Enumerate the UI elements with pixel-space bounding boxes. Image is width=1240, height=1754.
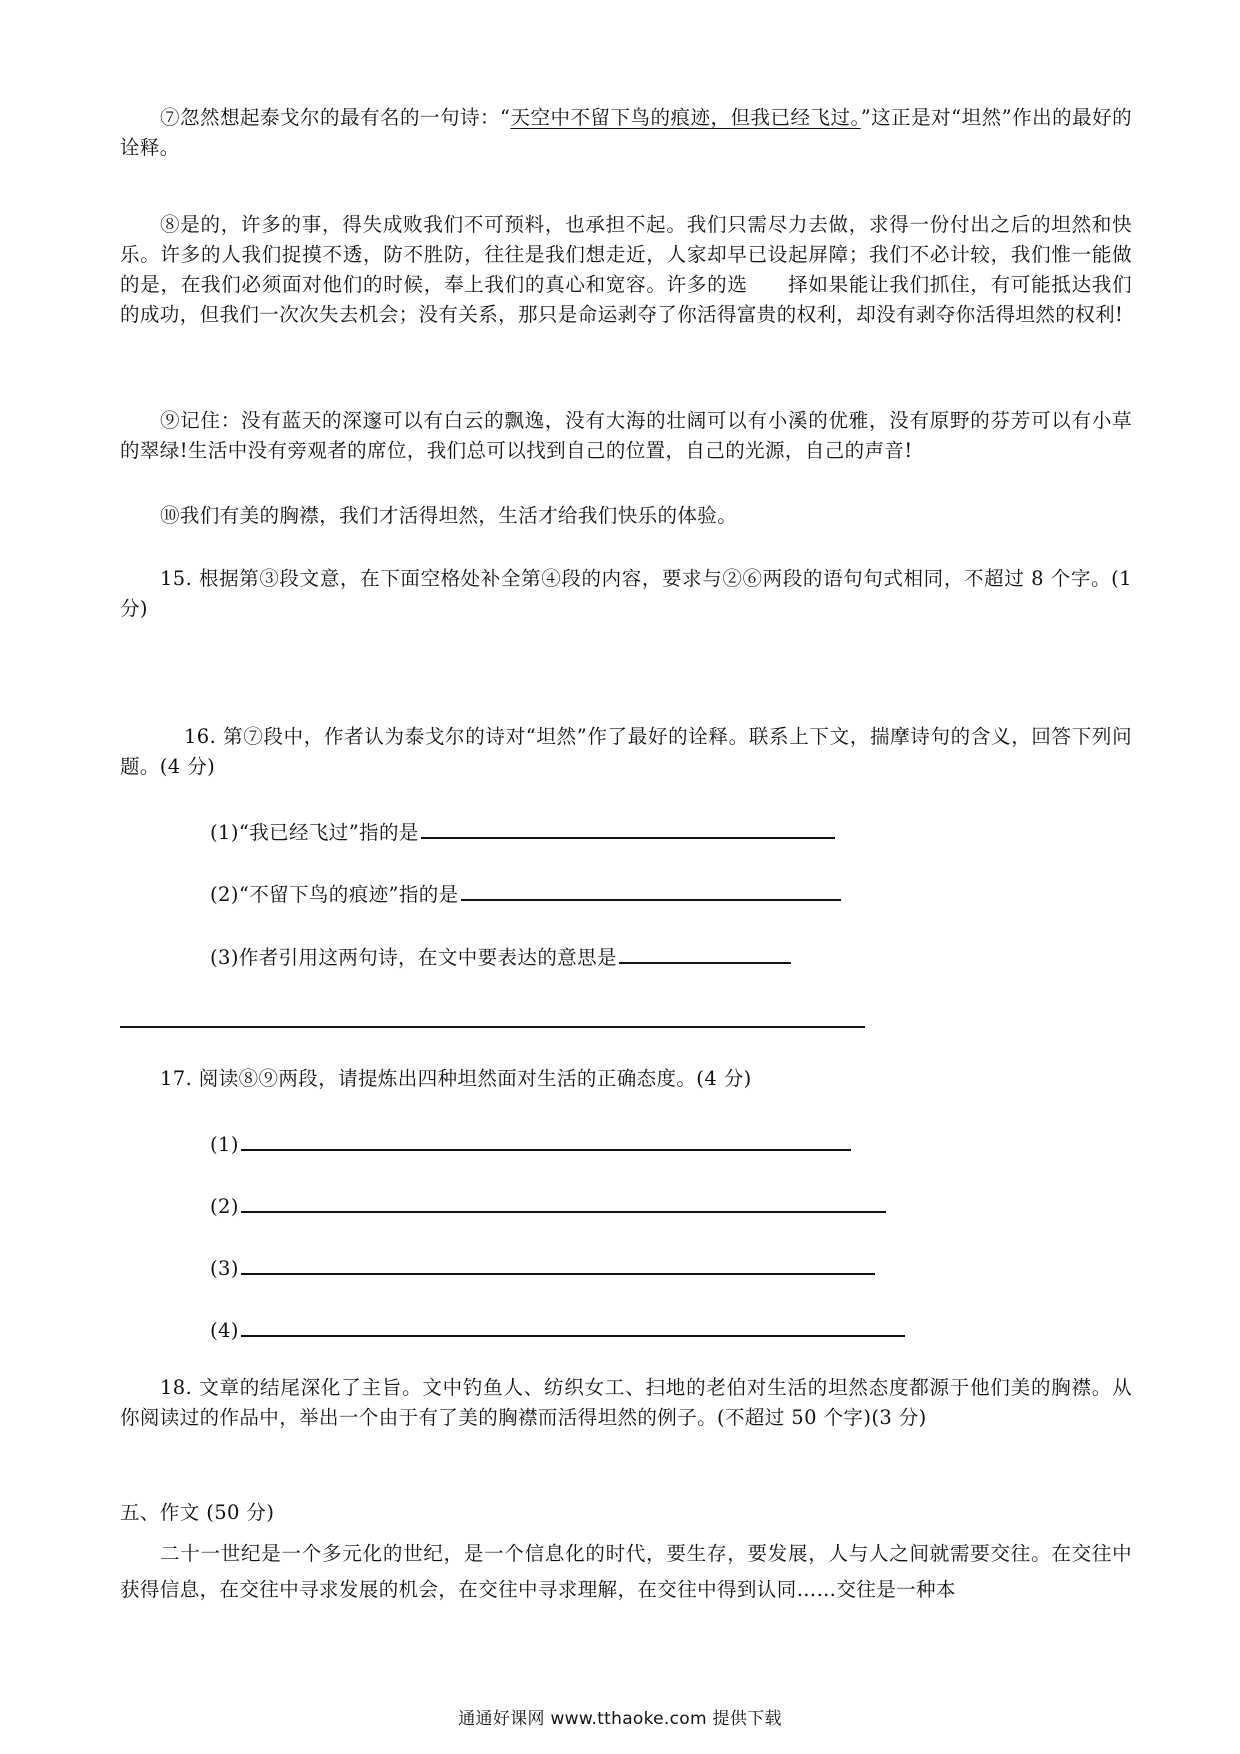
essay-heading: 五、作文 (50 分) bbox=[120, 1501, 275, 1524]
answer-line-17-2[interactable] bbox=[241, 1189, 886, 1213]
answer-line-17-3[interactable] bbox=[241, 1251, 875, 1275]
question-17-item-4-label: (4) bbox=[210, 1319, 239, 1342]
answer-line-16-3[interactable] bbox=[619, 940, 791, 964]
question-17-item-1 bbox=[210, 1127, 851, 1160]
question-17-item-1-label: (1) bbox=[210, 1133, 239, 1156]
paragraph-8: ⑧是的，许多的事，得失成败我们不可预料，也承担不起。我们只需尽力去做，求得一份付出之后的坦然和快乐。许多的人我们捉摸不透，防不胜防，往往是我们想走近，人家却早已设起屏障；我们不必计较，我们惟一能做的是，在我们必须面对他们的时候，奉上我们的真心和宽容。许多的选 择如果能让我们抓住，有可能抵达我们的成功，但我们一次次失去机会；没有关系，那只是命运剥夺了你活得富贵的权利，却没有剥夺你活得坦然的权利! bbox=[120, 213, 1132, 326]
question-16-part-2-label: (2)“不留下鸟的痕迹”指的是 bbox=[210, 883, 459, 906]
paragraph-7 bbox=[120, 103, 1132, 163]
paragraph-7-lead: ⑦忽然想起泰戈尔的最有名的一句诗：“ bbox=[160, 106, 511, 129]
answer-line-17-1[interactable] bbox=[241, 1127, 851, 1151]
question-15: 15. 根据第③段文意，在下面空格处补全第④段的内容，要求与②⑥两段的语句句式相同，不超过 8 个字。(1 分) bbox=[120, 567, 1132, 620]
answer-line-16-3-continued[interactable] bbox=[120, 1026, 865, 1028]
question-18: 18. 文章的结尾深化了主旨。文中钓鱼人、纺织女工、扫地的老伯对生活的坦然态度都源于他们美的胸襟。从你阅读过的作品中，举出一个由于有了美的胸襟而活得坦然的例子。(不超过 50 个字)(3 分) bbox=[120, 1376, 1132, 1429]
question-16-part-1-label: (1)“我已经飞过”指的是 bbox=[210, 821, 419, 844]
question-16: 16. 第⑦段中，作者认为泰戈尔的诗对“坦然”作了最好的诠释。联系上下文，揣摩诗句的含义，回答下列问题。(4 分) bbox=[120, 725, 1132, 778]
tagore-quote: 天空中不留下鸟的痕迹，但我已经飞过。 bbox=[510, 106, 861, 129]
question-17-item-3 bbox=[210, 1251, 875, 1284]
answer-line-17-4[interactable] bbox=[241, 1313, 905, 1337]
paragraph-7-tail: ”这正是对“坦然”作出的最好的诠释。 bbox=[120, 106, 1132, 159]
question-16-part-3 bbox=[210, 940, 791, 973]
question-17: 17. 阅读⑧⑨两段，请提炼出四种坦然面对生活的正确态度。(4 分) bbox=[160, 1067, 752, 1090]
question-17-item-2 bbox=[210, 1189, 886, 1222]
answer-line-16-1[interactable] bbox=[421, 815, 835, 839]
paragraph-9: ⑨记住：没有蓝天的深邃可以有白云的飘逸，没有大海的壮阔可以有小溪的优雅，没有原野的芬芳可以有小草的翠绿!生活中没有旁观者的席位，我们总可以找到自己的位置，自己的光源，自己的声音! bbox=[120, 409, 1132, 462]
question-17-item-3-label: (3) bbox=[210, 1257, 239, 1280]
question-16-part-1 bbox=[210, 815, 835, 848]
question-16-part-3-label: (3)作者引用这两句诗，在文中要表达的意思是 bbox=[210, 946, 617, 969]
paragraph-10: ⑩我们有美的胸襟，我们才活得坦然，生活才给我们快乐的体验。 bbox=[160, 504, 738, 527]
question-17-item-2-label: (2) bbox=[210, 1195, 239, 1218]
question-16-part-2 bbox=[210, 877, 841, 910]
answer-line-16-2[interactable] bbox=[461, 877, 841, 901]
question-17-item-4 bbox=[210, 1313, 905, 1346]
essay-prompt: 二十一世纪是一个多元化的世纪，是一个信息化的时代，要生存，要发展，人与人之间就需要交往。在交往中获得信息，在交往中寻求发展的机会，在交往中寻求理解，在交往中得到认同……交往是一种本 bbox=[120, 1542, 1132, 1601]
page-footer: 通通好课网 www.tthaoke.com 提供下载 bbox=[458, 1709, 782, 1729]
